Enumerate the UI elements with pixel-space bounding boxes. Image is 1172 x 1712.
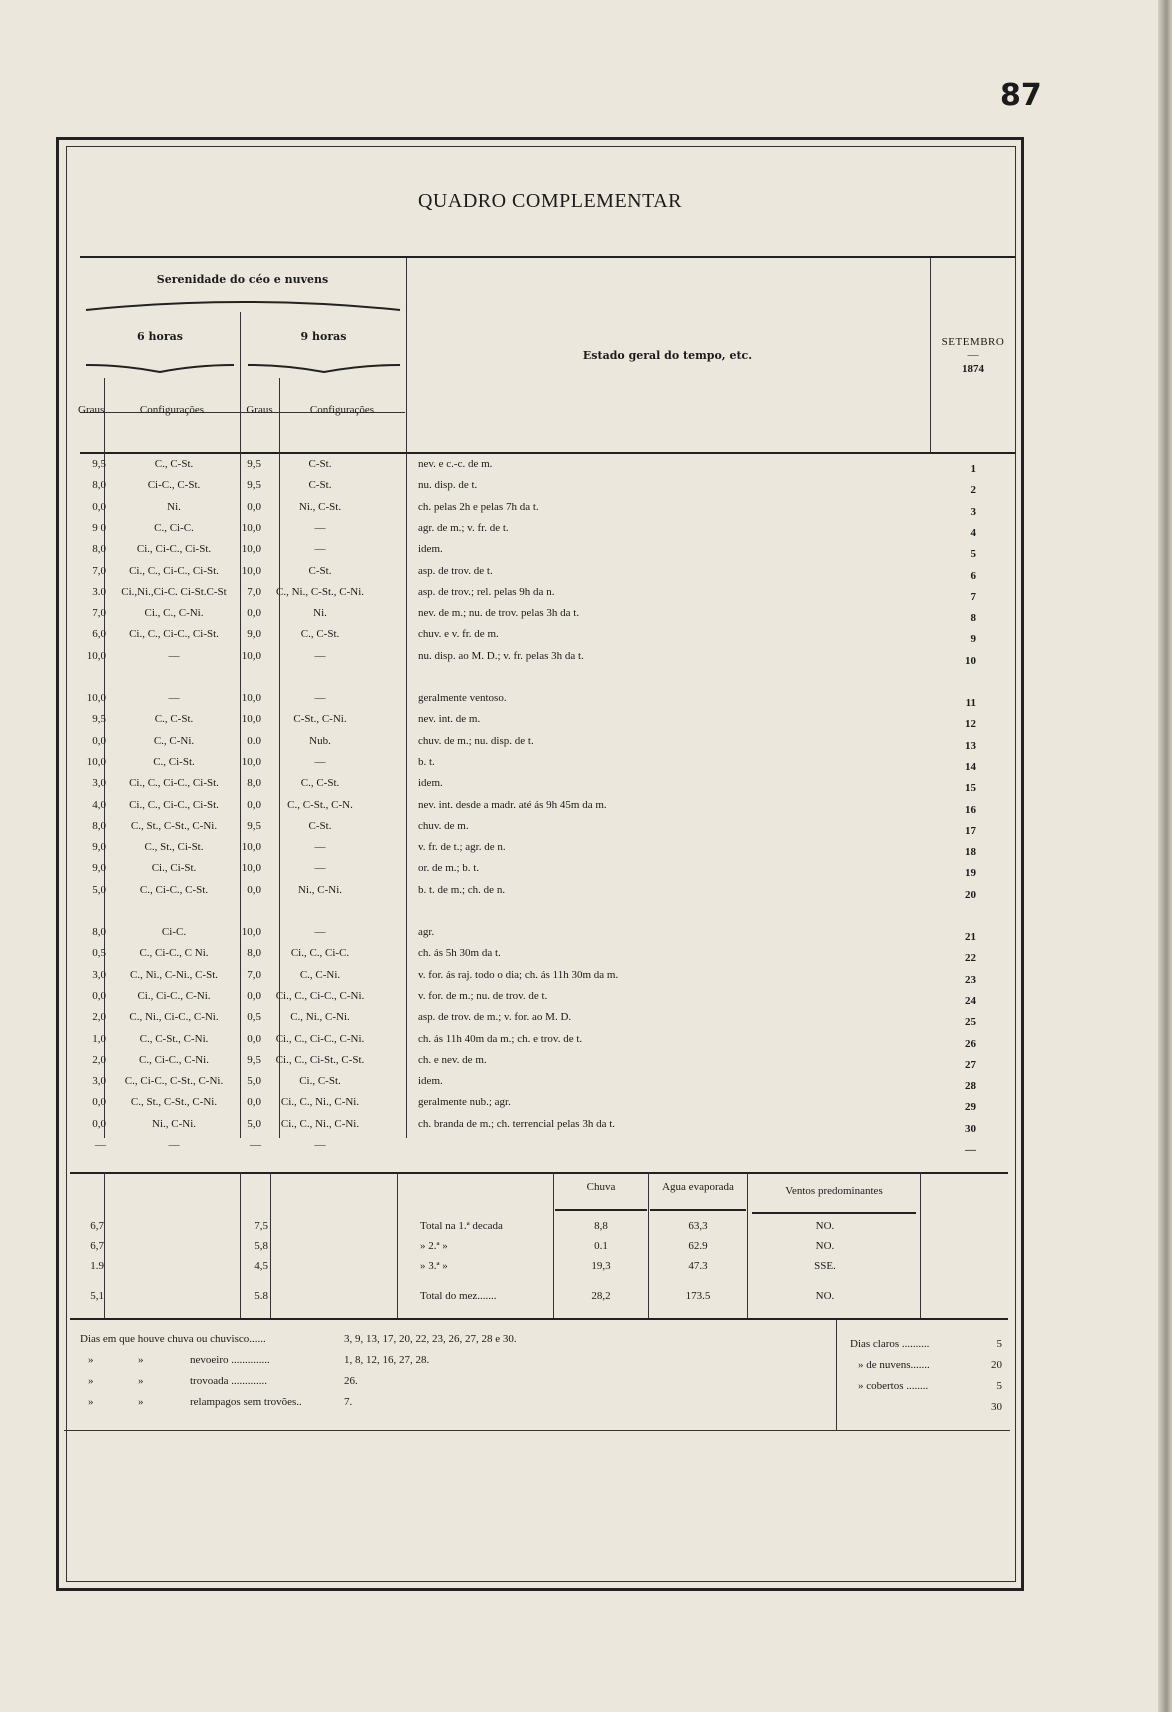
cell-config-6h: C., Ci-C., C Ni. [139, 947, 209, 959]
cell-graus-6h: 10,0 [86, 692, 106, 704]
sum-g9: 5.8 [254, 1290, 268, 1302]
cell-graus-6h: 3,0 [92, 777, 106, 789]
cell-graus-6h: — [95, 1139, 106, 1151]
header-year: 1874 [962, 363, 984, 375]
cell-day: 27 [965, 1059, 976, 1071]
note-total-val: 30 [991, 1401, 1002, 1413]
cell-estado: v. fr. de t.; agr. de n. [418, 841, 506, 853]
cell-config-9h: — [314, 650, 326, 662]
sum-sep-3 [270, 1172, 271, 1318]
cell-config-9h: C-St. [308, 565, 332, 577]
cell-estado: geralmente nub.; agr. [418, 1096, 511, 1108]
cell-graus-9h: 0,0 [247, 990, 261, 1002]
cell-config-6h: C., St., C-St., C-Ni. [130, 820, 218, 832]
header-month: SETEMBRO [941, 336, 1005, 348]
col-sep-month [930, 258, 931, 453]
cell-graus-9h: 0,0 [247, 1096, 261, 1108]
cell-day: 5 [970, 548, 976, 560]
table-row [76, 947, 1016, 966]
cell-config-6h: Ci-C., C-St. [147, 479, 201, 491]
cell-config-6h: C., C-St., C-Ni. [139, 1033, 209, 1045]
cell-config-6h: Ci., C., Ci-C., Ci-St. [129, 799, 219, 811]
table-row [76, 1033, 1016, 1052]
cell-config-6h: Ci., C., C-Ni. [144, 607, 204, 619]
cell-config-6h: Ci.,Ni.,Ci-C. Ci-St.C-St [121, 586, 227, 598]
cell-estado: chuv. de m. [418, 820, 469, 832]
header-bottom-rule [80, 452, 1015, 454]
cell-config-6h: Ni., C-Ni. [152, 1118, 196, 1130]
sum-g6: 6,7 [90, 1240, 104, 1252]
cell-estado: ch. pelas 2h e pelas 7h da t. [418, 501, 539, 513]
cell-graus-9h: 0,0 [247, 799, 261, 811]
sum-sep-1 [104, 1172, 105, 1318]
cell-estado: v. for. ás raj. todo o dia; ch. ás 11h 30m da m. [418, 969, 619, 981]
note-chuva-label: Dias em que houve chuva ou chuvisco...... [80, 1333, 266, 1345]
cell-day: 21 [965, 931, 976, 943]
cell-graus-6h: 0,0 [92, 501, 106, 513]
cell-graus-6h: 9,5 [92, 458, 106, 470]
sum-g6: 5,1 [90, 1290, 104, 1302]
cell-graus-6h: 8,0 [92, 543, 106, 555]
cell-config-6h: — [168, 692, 180, 704]
cell-config-6h: — [168, 650, 180, 662]
cell-estado: nu. disp. ao M. D.; v. fr. pelas 3h da t. [418, 650, 584, 662]
cell-day: 18 [965, 846, 976, 858]
cell-graus-6h: 8,0 [92, 820, 106, 832]
note-nevoeiro-days: 1, 8, 12, 16, 27, 28. [344, 1354, 430, 1366]
cell-graus-9h: 9,5 [247, 479, 261, 491]
table-row [76, 713, 1016, 732]
cell-config-9h: C-St. [308, 479, 332, 491]
table-row [76, 479, 1016, 498]
sum-vento: NO. [815, 1220, 835, 1232]
cell-config-9h: Ci., C., Ni., C-Ni. [280, 1118, 360, 1130]
table-row [76, 926, 1016, 945]
summary-top-rule [70, 1172, 1008, 1174]
cell-config-9h: C., Ni., C-Ni. [290, 1011, 350, 1023]
cell-estado: idem. [418, 777, 443, 789]
cell-day: 8 [970, 612, 976, 624]
cell-config-9h: Ni. [313, 607, 327, 619]
sum-agua: 47.3 [688, 1260, 708, 1272]
cell-graus-9h: 10,0 [241, 522, 261, 534]
cell-config-6h: Ci., Ci-C., Ci-St. [136, 543, 212, 555]
cell-graus-6h: 9,0 [92, 862, 106, 874]
table-row [76, 565, 1016, 584]
table-row [76, 1139, 1016, 1158]
brace-9h [246, 362, 402, 374]
cell-estado: b. t. [418, 756, 435, 768]
summary-chuva-header: Chuva [586, 1181, 616, 1193]
cell-graus-9h: 9,5 [247, 820, 261, 832]
cell-graus-6h: 6,0 [92, 628, 106, 640]
cell-config-6h: C., Ci-C., C-St., C-Ni. [124, 1075, 224, 1087]
sum-sep-7 [747, 1172, 748, 1318]
cell-graus-9h: 10,0 [241, 650, 261, 662]
brace-group [84, 300, 402, 312]
cell-estado: asp. de trov. de m.; v. for. ao M. D. [418, 1011, 572, 1023]
cell-config-9h: Ci., C., Ni., C-Ni. [280, 1096, 360, 1108]
cell-graus-9h: 9,5 [247, 458, 261, 470]
cell-day: 11 [965, 697, 976, 709]
cell-graus-6h: 2,0 [92, 1011, 106, 1023]
header-graus-9h: Graus [246, 404, 273, 416]
cell-config-9h: C., C-St. [300, 777, 340, 789]
sum-label: Total na 1.ª decada [420, 1220, 503, 1232]
summary-bottom-rule [70, 1318, 1008, 1320]
cell-graus-9h: 7,0 [247, 586, 261, 598]
cell-config-9h: — [314, 543, 326, 555]
sum-sep-6 [648, 1172, 649, 1318]
sum-label: » 2.ª » [420, 1240, 448, 1252]
cell-graus-9h: 0,5 [247, 1011, 261, 1023]
cell-graus-9h: 10,0 [241, 926, 261, 938]
cell-config-9h: Ci., C., Ci-C., C-Ni. [275, 1033, 365, 1045]
cell-graus-6h: 0,0 [92, 1118, 106, 1130]
cell-config-9h: Ni., C-Ni. [298, 884, 342, 896]
table-row [76, 586, 1016, 605]
sum-g9: 7,5 [254, 1220, 268, 1232]
book-spine-edge [1158, 0, 1172, 1712]
sum-g6: 6,7 [90, 1220, 104, 1232]
note-trovoada-days: 26. [344, 1375, 358, 1387]
sum-chuva: 19,3 [591, 1260, 611, 1272]
header-dash: — [967, 349, 979, 361]
cell-estado: nev. e c.-c. de m. [418, 458, 493, 470]
cell-estado: nu. disp. de t. [418, 479, 478, 491]
cell-graus-6h: 5,0 [92, 884, 106, 896]
cell-estado: nev. int. de m. [418, 713, 481, 725]
summary-ventos-rule [752, 1212, 916, 1214]
table-row [76, 1054, 1016, 1073]
cell-config-9h: C., C-Ni. [299, 969, 341, 981]
cell-estado: nev. int. desde a madr. até ás 9h 45m da m. [418, 799, 607, 811]
sum-label: » 3.ª » [420, 1260, 448, 1272]
sum-sep-2 [240, 1172, 241, 1318]
table-row [76, 799, 1016, 818]
cell-day: 22 [965, 952, 976, 964]
cell-estado: agr. de m.; v. fr. de t. [418, 522, 509, 534]
cell-graus-9h: 5,0 [247, 1075, 261, 1087]
sum-agua: 63,3 [688, 1220, 708, 1232]
page-number: 87 [1000, 78, 1042, 113]
cell-config-6h: — [168, 1139, 180, 1151]
cell-config-9h: C-St., C-Ni. [293, 713, 347, 725]
cell-config-6h: C., Ni., Ci-C., C-Ni. [129, 1011, 219, 1023]
note-quote: » [88, 1396, 94, 1408]
cell-config-6h: C., Ci-C., C-Ni. [139, 1054, 209, 1066]
cell-graus-9h: 8,0 [247, 947, 261, 959]
sum-chuva: 8,8 [594, 1220, 608, 1232]
cell-config-6h: C., Ni., C-Ni., C-St. [129, 969, 218, 981]
cell-graus-6h: 3.0 [92, 586, 106, 598]
cell-estado: asp. de trov. de t. [418, 565, 493, 577]
cell-config-6h: Ci., C., Ci-C., Ci-St. [129, 777, 219, 789]
sum-sep-8 [920, 1172, 921, 1318]
table-row [76, 1118, 1016, 1137]
cell-config-6h: C., C-St. [154, 458, 194, 470]
summary-ventos-header: Ventos predominantes [785, 1185, 883, 1197]
cell-graus-6h: 0,5 [92, 947, 106, 959]
header-config-6h: Configurações [139, 404, 205, 416]
cell-config-6h: C., St., Ci-St. [144, 841, 204, 853]
cell-day: 2 [970, 484, 976, 496]
header-9h: 9 horas [300, 330, 347, 343]
summary-chuva-rule [555, 1209, 647, 1211]
cell-day: 29 [965, 1101, 976, 1113]
cell-estado: nev. de m.; nu. de trov. pelas 3h da t. [418, 607, 580, 619]
sum-chuva: 0.1 [594, 1240, 608, 1252]
cell-estado: ch. e nev. de m. [418, 1054, 487, 1066]
cell-config-9h: Nub. [309, 735, 331, 747]
cell-day: 30 [965, 1123, 976, 1135]
cell-graus-9h: 0,0 [247, 607, 261, 619]
sum-agua: 62.9 [688, 1240, 708, 1252]
cell-config-9h: C-St. [308, 820, 332, 832]
table-row [76, 820, 1016, 839]
note-cobertos-val: 5 [996, 1380, 1002, 1392]
cell-day: 6 [970, 570, 976, 582]
cell-config-9h: C., C-St. [300, 628, 340, 640]
cell-day: 15 [965, 782, 976, 794]
cell-graus-6h: 0,0 [92, 735, 106, 747]
table-row [76, 522, 1016, 541]
brace-6h [84, 362, 236, 374]
cell-graus-9h: 10,0 [241, 841, 261, 853]
note-quote: » [88, 1354, 94, 1366]
cell-graus-9h: 0,0 [247, 884, 261, 896]
table-row [76, 990, 1016, 1009]
cell-graus-9h: 0,0 [247, 1033, 261, 1045]
sum-agua: 173.5 [685, 1290, 711, 1302]
cell-day: 10 [965, 655, 976, 667]
table-row [76, 543, 1016, 562]
cell-day: 23 [965, 974, 976, 986]
cell-estado: v. for. de m.; nu. de trov. de t. [418, 990, 548, 1002]
table-row [76, 458, 1016, 477]
cell-graus-9h: 10,0 [241, 713, 261, 725]
cell-config-6h: C., Ci-C. [154, 522, 194, 534]
notes-bottom-rule [64, 1430, 1010, 1431]
note-trovoada-label: trovoada ............. [190, 1375, 267, 1387]
note-nevoeiro-label: nevoeiro .............. [190, 1354, 270, 1366]
cell-estado: b. t. de m.; ch. de n. [418, 884, 506, 896]
table-row [76, 777, 1016, 796]
cell-estado: ch. ás 11h 40m da m.; ch. e trov. de t. [418, 1033, 583, 1045]
cell-config-6h: Ci., C., Ci-C., Ci-St. [129, 565, 219, 577]
cell-day: 19 [965, 867, 976, 879]
cell-graus-9h: 10,0 [241, 692, 261, 704]
cell-day: 17 [965, 825, 976, 837]
note-claros-val: 5 [996, 1338, 1002, 1350]
cell-graus-6h: 10,0 [86, 756, 106, 768]
cell-graus-9h: 10,0 [241, 756, 261, 768]
cell-estado: idem. [418, 1075, 443, 1087]
cell-estado: asp. de trov.; rel. pelas 9h da n. [418, 586, 555, 598]
cell-graus-6h: 8,0 [92, 479, 106, 491]
note-cobertos-label: » cobertos ........ [858, 1380, 929, 1392]
cell-graus-9h: 10,0 [241, 862, 261, 874]
cell-estado: chuv. de m.; nu. disp. de t. [418, 735, 534, 747]
note-relampagos-label: relampagos sem trovões.. [190, 1396, 302, 1408]
cell-day: 26 [965, 1038, 976, 1050]
cell-graus-6h: 8,0 [92, 926, 106, 938]
cell-estado: ch. branda de m.; ch. terrencial pelas 3h da t. [418, 1118, 616, 1130]
cell-day: 14 [965, 761, 976, 773]
cell-graus-6h: 4,0 [92, 799, 106, 811]
header-estado: Estado geral do tempo, etc. [582, 349, 753, 362]
cell-config-9h: — [314, 692, 326, 704]
cell-graus-6h: 7,0 [92, 565, 106, 577]
cell-day: 7 [970, 591, 976, 603]
cell-day: 16 [965, 804, 976, 816]
cell-config-9h: Ci., C., Ci-St., C-St. [275, 1054, 365, 1066]
table-row [76, 884, 1016, 903]
cell-config-6h: Ci-C. [161, 926, 187, 938]
cell-day: 9 [970, 633, 976, 645]
cell-config-6h: Ci., Ci-St. [151, 862, 197, 874]
sum-g6: 1.9 [90, 1260, 104, 1272]
note-nuvens-val: 20 [991, 1359, 1002, 1371]
sum-vento: SSE. [814, 1260, 836, 1272]
cell-day: 1 [970, 463, 976, 475]
cell-config-9h: — [314, 1139, 326, 1151]
table-row [76, 607, 1016, 626]
header-6h: 6 horas [137, 330, 183, 343]
cell-graus-9h: 10,0 [241, 543, 261, 555]
cell-day: 24 [965, 995, 976, 1007]
cell-config-6h: Ci., Ci-C., C-Ni. [137, 990, 211, 1002]
summary-agua-rule [650, 1209, 746, 1211]
sum-g9: 5,8 [254, 1240, 268, 1252]
cell-config-9h: C-St. [308, 458, 332, 470]
cell-graus-6h: 3,0 [92, 969, 106, 981]
summary-agua-header: Agua evaporada [662, 1181, 734, 1193]
cell-config-6h: C., Ci-C., C-St. [139, 884, 209, 896]
note-quote: » [88, 1375, 94, 1387]
cell-config-6h: C., St., C-St., C-Ni. [130, 1096, 218, 1108]
table-row [76, 841, 1016, 860]
cell-graus-9h: 5,0 [247, 1118, 261, 1130]
note-quote: » [138, 1396, 144, 1408]
table-row [76, 969, 1016, 988]
cell-day: 3 [970, 506, 976, 518]
notes-box-sep [836, 1320, 837, 1430]
header-top-rule [80, 256, 1015, 258]
table-row [76, 1096, 1016, 1115]
sum-label: Total do mez....... [420, 1290, 497, 1302]
cell-estado: or. de m.; b. t. [418, 862, 480, 874]
page-title: QUADRO COMPLEMENTAR [417, 190, 683, 212]
header-graus-6h: Graus [78, 404, 105, 416]
cell-day: 20 [965, 889, 976, 901]
header-config-9h: Configurações [309, 404, 375, 416]
cell-graus-9h: 9,0 [247, 628, 261, 640]
note-chuva-days: 3, 9, 13, 17, 20, 22, 23, 26, 27, 28 e 30. [344, 1333, 517, 1345]
table-row [76, 501, 1016, 520]
cell-config-9h: Ni., C-St. [298, 501, 342, 513]
cell-graus-6h: 1,0 [92, 1033, 106, 1045]
cell-config-9h: Ci., C., Ci-C. [290, 947, 350, 959]
cell-day: 12 [965, 718, 976, 730]
cell-graus-6h: 7,0 [92, 607, 106, 619]
table-row [76, 1011, 1016, 1030]
note-quote: » [138, 1354, 144, 1366]
note-claros-label: Dias claros .......... [850, 1338, 930, 1350]
cell-graus-6h: 9,0 [92, 841, 106, 853]
cell-graus-9h: 8,0 [247, 777, 261, 789]
cell-config-9h: — [314, 862, 326, 874]
cell-config-6h: C., C-St. [154, 713, 194, 725]
sum-vento: NO. [815, 1240, 835, 1252]
cell-config-9h: — [314, 926, 326, 938]
cell-day: 4 [970, 527, 976, 539]
header-group-title: Serenidade do céo e nuvens [156, 273, 329, 286]
cell-config-6h: Ni. [167, 501, 181, 513]
note-quote: » [138, 1375, 144, 1387]
cell-day: 25 [965, 1016, 976, 1028]
cell-graus-6h: 0,0 [92, 1096, 106, 1108]
cell-graus-9h: 9,5 [247, 1054, 261, 1066]
cell-config-9h: Ci., C-St. [299, 1075, 341, 1087]
table-row [76, 1075, 1016, 1094]
sum-sep-4 [397, 1172, 398, 1318]
cell-estado: ch. ás 5h 30m da t. [418, 947, 501, 959]
table-row [76, 735, 1016, 754]
cell-day: 28 [965, 1080, 976, 1092]
cell-config-9h: — [314, 522, 326, 534]
cell-estado: idem. [418, 543, 443, 555]
table-row [76, 650, 1016, 669]
cell-graus-9h: 0.0 [247, 735, 261, 747]
sum-sep-5 [553, 1172, 554, 1318]
note-nuvens-label: » de nuvens....... [858, 1359, 930, 1371]
cell-graus-6h: 2,0 [92, 1054, 106, 1066]
cell-graus-9h: 10,0 [241, 565, 261, 577]
cell-config-9h: — [314, 841, 326, 853]
cell-config-9h: Ci., C., Ci-C., C-Ni. [275, 990, 365, 1002]
table-row [76, 756, 1016, 775]
cell-estado: agr. [418, 926, 435, 938]
cell-config-6h: Ci., C., Ci-C., Ci-St. [129, 628, 219, 640]
cell-graus-6h: 3,0 [92, 1075, 106, 1087]
cell-graus-9h: 7,0 [247, 969, 261, 981]
note-relampagos-days: 7. [344, 1396, 353, 1408]
sum-vento: NO. [815, 1290, 835, 1302]
cell-graus-9h: — [250, 1139, 261, 1151]
cell-day: — [965, 1144, 976, 1156]
cell-graus-9h: 0,0 [247, 501, 261, 513]
cell-graus-6h: 9,5 [92, 713, 106, 725]
table-row [76, 628, 1016, 647]
cell-config-6h: C., C-Ni. [153, 735, 195, 747]
cell-graus-6h: 10,0 [86, 650, 106, 662]
sum-g9: 4,5 [254, 1260, 268, 1272]
cell-config-6h: C., Ci-St. [153, 756, 195, 768]
cell-config-9h: C., Ni., C-St., C-Ni. [275, 586, 364, 598]
table-row [76, 692, 1016, 711]
cell-day: 13 [965, 740, 976, 752]
cell-config-9h: C., C-St., C-N. [287, 799, 353, 811]
cell-graus-6h: 0,0 [92, 990, 106, 1002]
cell-estado: chuv. e v. fr. de m. [418, 628, 499, 640]
sum-chuva: 28,2 [591, 1290, 611, 1302]
table-row [76, 862, 1016, 881]
cell-estado: geralmente ventoso. [418, 692, 507, 704]
cell-config-9h: — [314, 756, 326, 768]
cell-graus-6h: 9 0 [92, 522, 106, 534]
